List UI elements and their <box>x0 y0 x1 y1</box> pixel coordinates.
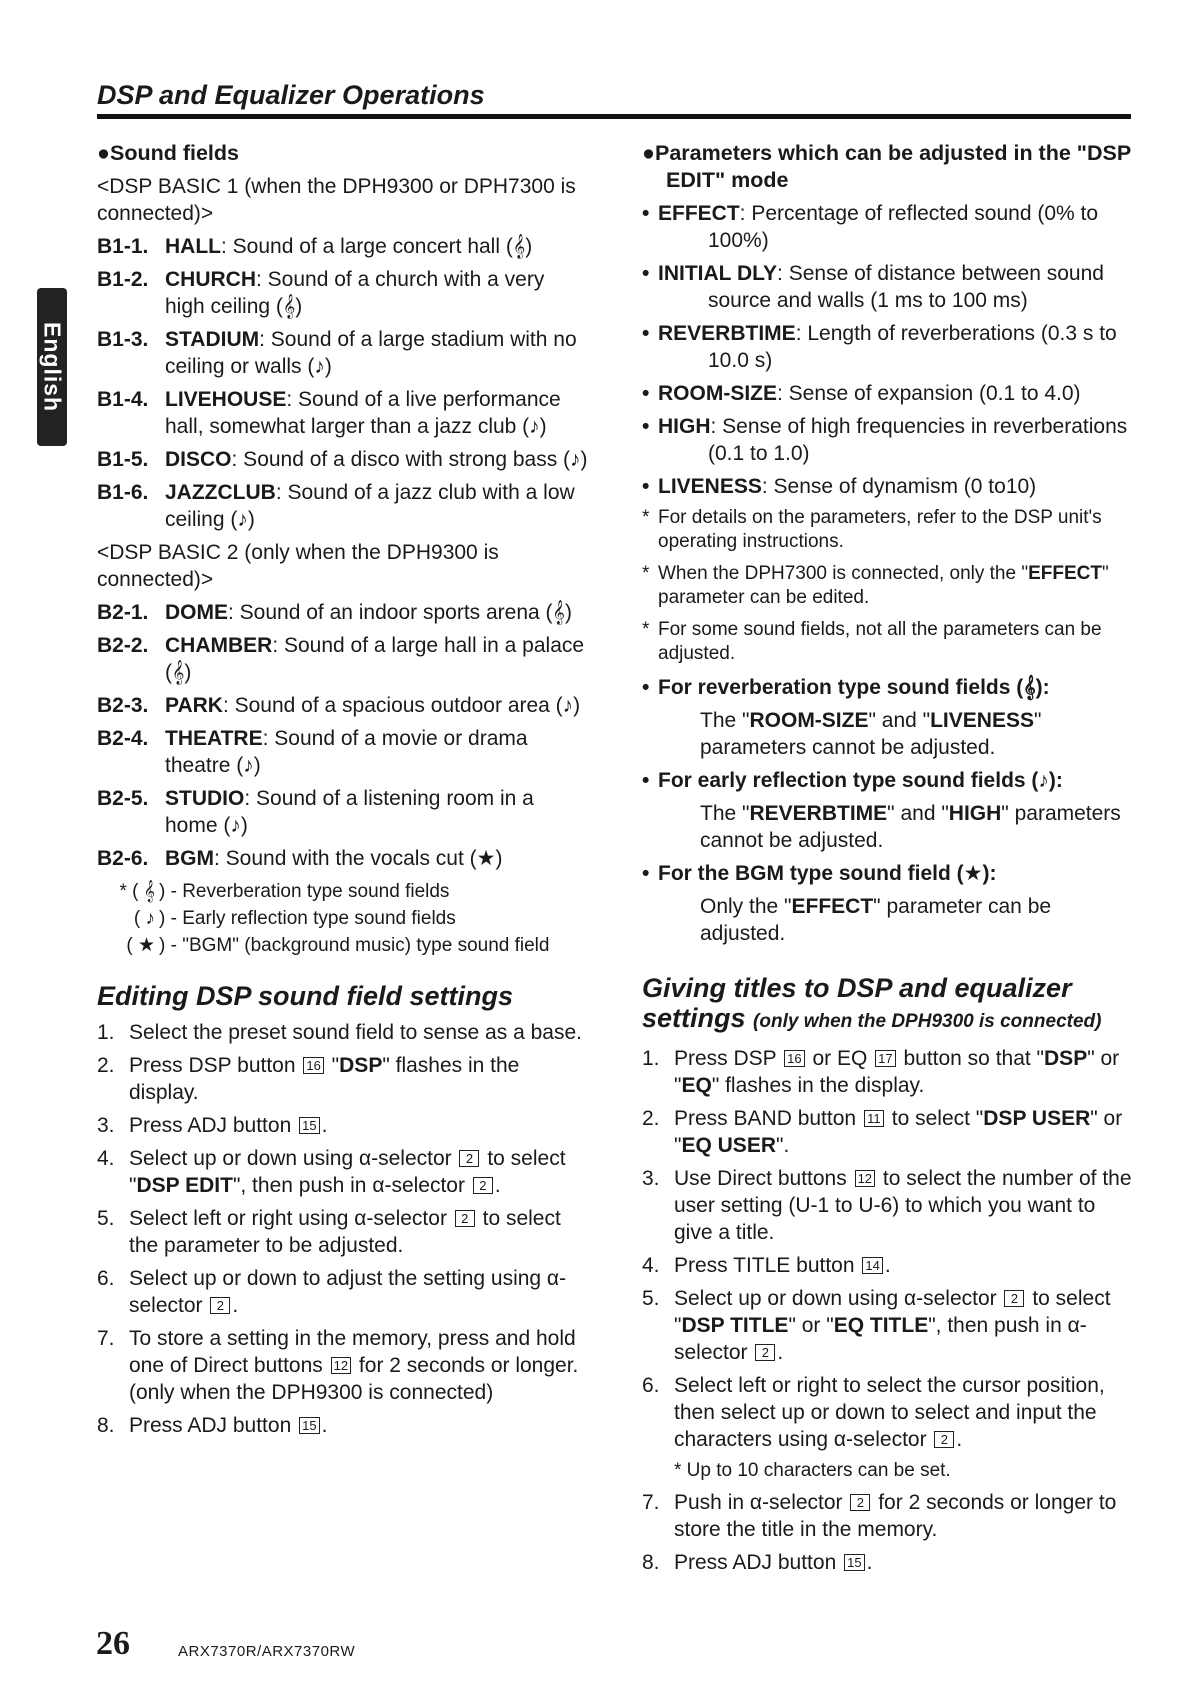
basic1-list <box>97 233 589 533</box>
button-number-key: 2 <box>755 1344 775 1361</box>
parameter-item <box>642 380 1132 407</box>
item-text: : Sound of a spacious outdoor area (♪) <box>222 694 581 717</box>
item-code: B1-3. <box>97 328 149 351</box>
parameter-description <box>658 260 1132 314</box>
basic2-note: <DSP BASIC 2 (only when the DPH9300 is connected)> <box>97 541 499 591</box>
basic2-item <box>97 725 589 779</box>
step-text: To store a setting in the memory, press and hold one of Direct buttons 12 for 2 seconds or longer. (only when the DPH9300 is connected) <box>129 1327 579 1404</box>
parameter-name: EFFECT <box>658 202 740 225</box>
parameter-item <box>642 200 1132 254</box>
parameter-text: : Sense of dynamism (0 to10) <box>761 475 1037 498</box>
step-number: 6. <box>97 1267 115 1290</box>
button-number-key: 11 <box>864 1110 884 1127</box>
bullet-icon: ● <box>97 141 110 165</box>
item-name: CHURCH <box>165 268 256 291</box>
titles-step <box>642 1252 1132 1279</box>
item-name: DISCO <box>165 448 232 471</box>
legend-mark: * ( 𝄞 <box>119 881 155 902</box>
note-text: When the DPH7300 is connected, only the "EFFECT" parameter can be edited. <box>658 563 1109 608</box>
step-number: 2. <box>642 1107 660 1130</box>
item-code: B1-5. <box>97 448 149 471</box>
item-code: B2-4. <box>97 727 149 750</box>
titles-step <box>642 1045 1132 1099</box>
parameter-name: ROOM-SIZE <box>658 382 777 405</box>
header-divider <box>97 114 1131 119</box>
titles-step <box>642 1285 1132 1366</box>
item-description <box>165 845 589 872</box>
type-heading-text: For early reflection type sound fields (♪): <box>658 769 1063 792</box>
legend-row <box>97 932 589 959</box>
button-number-key: 2 <box>934 1431 954 1448</box>
step-text: Select up or down using α-selector 2 to select "DSP EDIT", then push in α-selector 2 . <box>129 1147 566 1197</box>
step-number: 7. <box>642 1491 660 1514</box>
item-name: DOME <box>165 601 228 624</box>
step-text: Press DSP button 16 "DSP" flashes in the display. <box>129 1054 520 1104</box>
parameter-description <box>658 473 1132 500</box>
model-number: ARX7370R/ARX7370RW <box>178 1643 356 1660</box>
step-text: Press DSP 16 or EQ 17 button so that "DSP" or "EQ" flashes in the display. <box>674 1047 1120 1097</box>
item-name: THEATRE <box>165 727 263 750</box>
button-number-key: 2 <box>1004 1290 1024 1307</box>
step-text: Press ADJ button 15 . <box>129 1414 328 1437</box>
basic1-note: <DSP BASIC 1 (when the DPH9300 or DPH7300 is connected)> <box>97 175 576 225</box>
step-number: 4. <box>642 1254 660 1277</box>
type-restrictions <box>642 674 1132 947</box>
button-number-key: 2 <box>210 1297 230 1314</box>
bullet-icon: • <box>642 202 650 225</box>
basic2-item <box>97 599 589 626</box>
item-text: : Sound of a disco with strong bass (♪) <box>231 448 588 471</box>
basic2-list <box>97 599 589 872</box>
right-column <box>642 140 1132 1582</box>
item-code: B2-3. <box>97 694 149 717</box>
editing-step <box>97 1325 589 1406</box>
step-number: 3. <box>642 1167 660 1190</box>
item-name: CHAMBER <box>165 634 273 657</box>
item-text: : Sound of a church with a very high ceiling (𝄞) <box>165 268 545 318</box>
titles-section-subtitle: (only when the DPH9300 is connected) <box>753 1011 1102 1032</box>
titles-section-title: Giving titles to DSP and equalizer settings (only when the DPH9300 is connected) <box>642 973 1102 1033</box>
legend-mark: ( ★ <box>126 935 155 956</box>
titles-step <box>642 1105 1132 1159</box>
basic1-item <box>97 233 589 260</box>
parameter-text: : Percentage of reflected sound (0% to 100%) <box>708 202 1099 252</box>
button-number-key: 2 <box>850 1494 870 1511</box>
basic2-item <box>97 845 589 872</box>
bullet-icon: • <box>642 769 650 792</box>
editing-section-title: Editing DSP sound field settings <box>97 981 514 1011</box>
parameter-item <box>642 320 1132 374</box>
item-code: B2-6. <box>97 847 149 870</box>
legend-text: ) - Early reflection type sound fields <box>159 908 456 929</box>
button-number-key: 12 <box>331 1357 351 1374</box>
item-code: B2-5. <box>97 787 149 810</box>
basic1-item <box>97 266 589 320</box>
step-number: 8. <box>97 1414 115 1437</box>
editing-step <box>97 1052 589 1106</box>
step-text: Press ADJ button 15 . <box>674 1551 873 1574</box>
titles-step <box>642 1489 1132 1543</box>
parameter-item <box>642 260 1132 314</box>
bullet-icon: ● <box>642 141 655 165</box>
item-description <box>165 599 589 626</box>
item-text: : Sound with the vocals cut (★) <box>214 847 503 870</box>
parameter-description <box>658 320 1132 374</box>
step-number <box>642 1459 674 1483</box>
parameter-description <box>658 413 1132 467</box>
asterisk-icon: * <box>642 619 650 640</box>
item-text: : Sound of an indoor sports arena (𝄞) <box>228 601 572 624</box>
legend-row <box>97 905 589 932</box>
step-text: Select left or right to select the cursor position, then select up or down to select and input the characters using α-selector 2 . <box>674 1374 1105 1451</box>
button-number-key: 2 <box>473 1177 493 1194</box>
step-text: Select up or down using α-selector 2 to select "DSP TITLE" or "EQ TITLE", then push in α-selector 2 . <box>674 1287 1111 1364</box>
left-column <box>97 140 589 1445</box>
item-code: B1-1. <box>97 235 149 258</box>
item-text: : Sound of a live performance hall, somewhat larger than a jazz club (♪) <box>165 388 561 438</box>
parameter-name: REVERBTIME <box>658 322 796 345</box>
item-code: B1-2. <box>97 268 149 291</box>
button-number-key: 2 <box>459 1150 479 1167</box>
titles-steps <box>642 1045 1132 1576</box>
item-description <box>165 326 589 380</box>
step-number: 8. <box>642 1551 660 1574</box>
step-number: 2. <box>97 1054 115 1077</box>
parameter-text: : Sense of high frequencies in reverberations (0.1 to 1.0) <box>708 415 1128 465</box>
basic1-item <box>97 326 589 380</box>
type-heading <box>642 767 1132 794</box>
language-tab: English <box>37 288 67 446</box>
editing-step <box>97 1112 589 1139</box>
parameter-name: LIVENESS <box>658 475 762 498</box>
step-number: 5. <box>642 1287 660 1310</box>
legend-text: ) - Reverberation type sound fields <box>159 881 450 902</box>
parameter-text: : Sense of expansion (0.1 to 4.0) <box>777 382 1081 405</box>
item-description <box>165 386 589 440</box>
step-text: Press TITLE button 14 . <box>674 1254 891 1277</box>
item-description <box>165 266 589 320</box>
editing-step <box>97 1145 589 1199</box>
step-number: 1. <box>97 1021 115 1044</box>
item-name: HALL <box>165 235 221 258</box>
item-code: B2-2. <box>97 634 149 657</box>
button-number-key: 17 <box>875 1050 895 1067</box>
type-heading-text: For reverberation type sound fields (𝄞): <box>658 676 1050 699</box>
parameter-note <box>642 506 1132 554</box>
item-description <box>165 785 589 839</box>
button-number-key: 15 <box>844 1554 864 1571</box>
item-description <box>165 479 589 533</box>
basic1-item <box>97 446 589 473</box>
note-text: For details on the parameters, refer to the DSP unit's operating instructions. <box>658 507 1102 552</box>
parameter-item <box>642 473 1132 500</box>
parameter-text: : Sense of distance between sound source and walls (1 ms to 100 ms) <box>708 262 1104 312</box>
button-number-key: 15 <box>299 1117 319 1134</box>
step-text: Push in α-selector 2 for 2 seconds or longer to store the title in the memory. <box>674 1491 1117 1541</box>
step-text: Press ADJ button 15 . <box>129 1114 328 1137</box>
type-body: The "ROOM-SIZE" and "LIVENESS" parameters cannot be adjusted. <box>700 709 1042 759</box>
editing-step <box>97 1205 589 1259</box>
parameter-item <box>642 413 1132 467</box>
sound-field-legend <box>97 878 589 959</box>
item-text: : Sound of a listening room in a home (♪) <box>165 787 534 837</box>
parameter-list <box>642 200 1132 500</box>
basic2-item <box>97 785 589 839</box>
editing-step <box>97 1265 589 1319</box>
bullet-icon: • <box>642 382 650 405</box>
item-code: B2-1. <box>97 601 149 624</box>
item-text: : Sound of a large hall in a palace (𝄞) <box>165 634 585 684</box>
item-text: : Sound of a large stadium with no ceiling or walls (♪) <box>165 328 577 378</box>
bullet-icon: • <box>642 475 650 498</box>
page-title: DSP and Equalizer Operations <box>97 80 485 110</box>
item-name: JAZZCLUB <box>165 481 276 504</box>
step-text: * Up to 10 characters can be set. <box>674 1460 951 1481</box>
parameter-note <box>642 562 1132 610</box>
parameter-notes <box>642 506 1132 666</box>
titles-step <box>642 1165 1132 1246</box>
step-number: 3. <box>97 1114 115 1137</box>
bullet-icon: • <box>642 262 650 285</box>
parameter-description <box>658 200 1132 254</box>
step-text: Select the preset sound field to sense as a base. <box>129 1021 582 1044</box>
bullet-icon: • <box>642 862 650 885</box>
titles-step <box>642 1372 1132 1453</box>
page-number: 26 <box>96 1625 130 1662</box>
button-number-key: 2 <box>455 1210 475 1227</box>
basic1-item <box>97 386 589 440</box>
editing-step <box>97 1412 589 1439</box>
item-description <box>165 632 589 686</box>
item-name: STUDIO <box>165 787 245 810</box>
type-body: The "REVERBTIME" and "HIGH" parameters cannot be adjusted. <box>700 802 1121 852</box>
basic2-item <box>97 692 589 719</box>
note-text: For some sound fields, not all the parameters can be adjusted. <box>658 619 1102 664</box>
step-number: 5. <box>97 1207 115 1230</box>
parameter-name: INITIAL DLY <box>658 262 778 285</box>
parameters-heading: ●Parameters which can be adjusted in the "DSP EDIT" mode <box>642 141 1131 192</box>
item-description <box>165 233 589 260</box>
button-number-key: 12 <box>855 1170 875 1187</box>
item-text: : Sound of a jazz club with a low ceiling (♪) <box>165 481 575 531</box>
item-text: : Sound of a large concert hall (𝄞) <box>221 235 533 258</box>
type-heading <box>642 860 1132 887</box>
step-number: 1. <box>642 1047 660 1070</box>
bullet-icon: • <box>642 415 650 438</box>
button-number-key: 14 <box>862 1257 882 1274</box>
step-number: 6. <box>642 1374 660 1397</box>
bullet-icon: • <box>642 322 650 345</box>
editing-steps <box>97 1019 589 1439</box>
step-text: Select up or down to adjust the setting using α-selector 2 . <box>129 1267 567 1317</box>
legend-text: ) - "BGM" (background music) type sound field <box>159 935 550 956</box>
item-code: B1-4. <box>97 388 149 411</box>
item-name: LIVEHOUSE <box>165 388 287 411</box>
type-body: Only the "EFFECT" parameter can be adjusted. <box>700 895 1052 945</box>
legend-mark: ( ♪ <box>133 908 155 929</box>
asterisk-icon: * <box>642 563 650 584</box>
item-name: BGM <box>165 847 214 870</box>
item-code: B1-6. <box>97 481 149 504</box>
parameter-note <box>642 618 1132 666</box>
button-number-key: 16 <box>303 1057 323 1074</box>
step-text: Use Direct buttons 12 to select the number of the user setting (U-1 to U-6) to which you want to give a title. <box>674 1167 1132 1244</box>
basic1-item <box>97 479 589 533</box>
step-number: 4. <box>97 1147 115 1170</box>
sound-fields-heading: ●Sound fields <box>97 141 239 165</box>
parameter-text: : Length of reverberations (0.3 s to 10.0 s) <box>708 322 1117 372</box>
step-number: 7. <box>97 1327 115 1350</box>
basic2-item <box>97 632 589 686</box>
step-text: Press BAND button 11 to select "DSP USER" or "EQ USER". <box>674 1107 1123 1157</box>
button-number-key: 15 <box>299 1417 319 1434</box>
item-description <box>165 725 589 779</box>
item-description <box>165 692 589 719</box>
asterisk-icon: * <box>642 507 650 528</box>
titles-step <box>642 1549 1132 1576</box>
legend-row <box>97 878 589 905</box>
item-name: PARK <box>165 694 223 717</box>
parameter-description <box>658 380 1132 407</box>
titles-step <box>642 1459 1132 1483</box>
bullet-icon: • <box>642 676 650 699</box>
type-heading-text: For the BGM type sound field (★): <box>658 862 997 885</box>
item-text: : Sound of a movie or drama theatre (♪) <box>165 727 528 777</box>
type-heading <box>642 674 1132 701</box>
step-text: Select left or right using α-selector 2 to select the parameter to be adjusted. <box>129 1207 561 1257</box>
editing-step <box>97 1019 589 1046</box>
button-number-key: 16 <box>784 1050 804 1067</box>
item-description <box>165 446 589 473</box>
item-name: STADIUM <box>165 328 260 351</box>
parameter-name: HIGH <box>658 415 711 438</box>
